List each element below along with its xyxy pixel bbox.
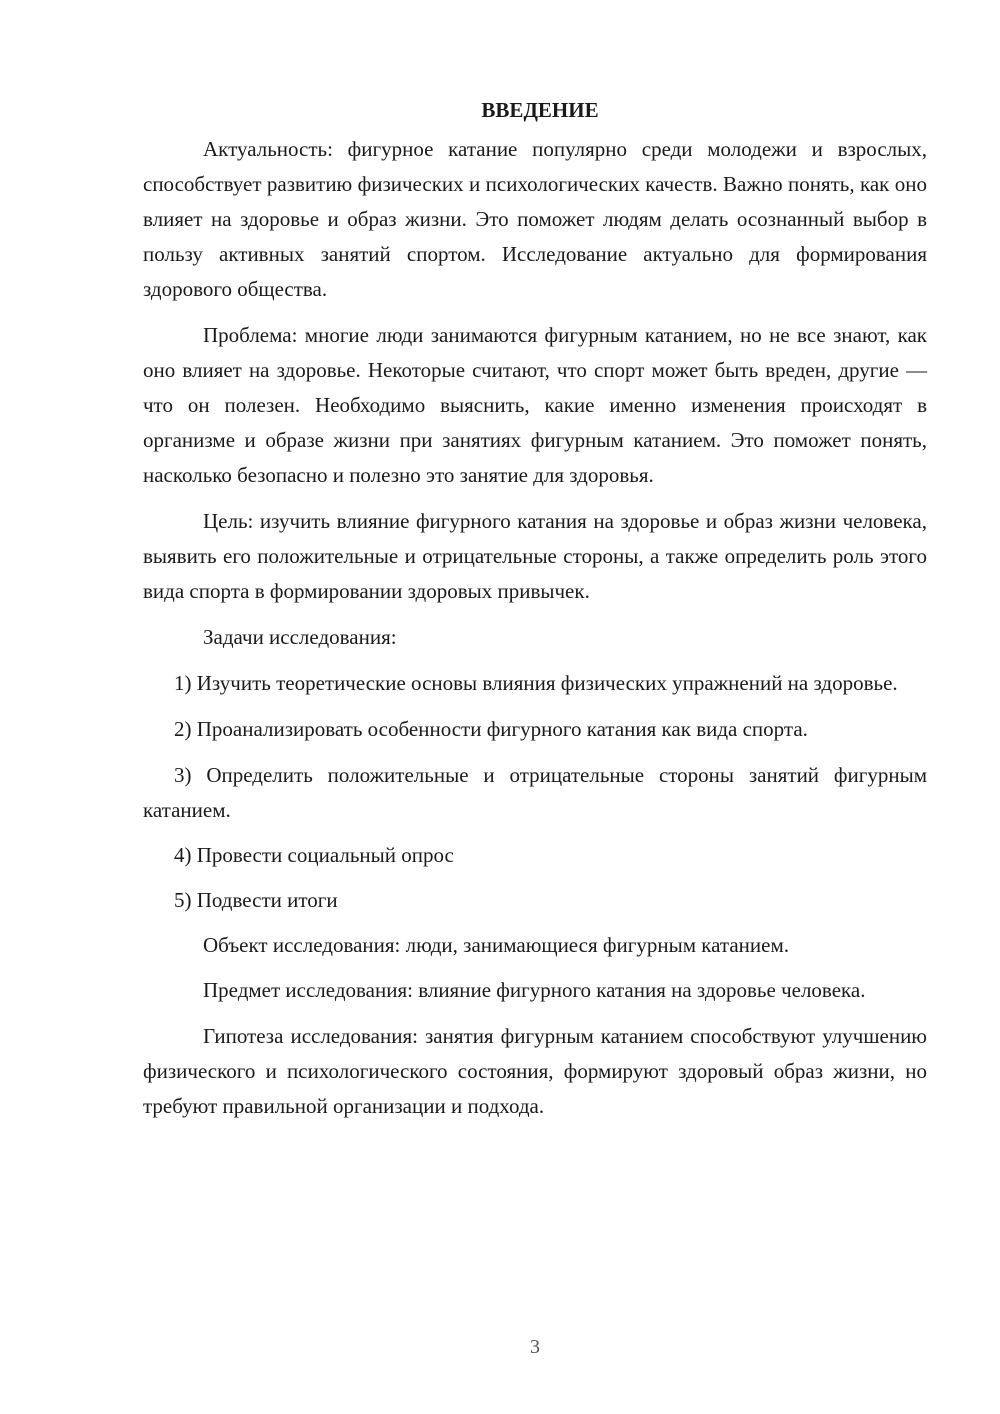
relevance-paragraph: Актуальность: фигурное катание популярно среди молодежи и взрослых, способствует развитию физических и психологических качеств. Важно понять, как оно влияет на здоровье и образ жизни. Это поможет людям делать осознанный выбор в пользу активных занятий спортом. Исследование актуально для формирования здорового общества.	[143, 137, 927, 301]
task-item: 1) Изучить теоретические основы влияния физических упражнений на здоровье.	[174, 671, 898, 695]
tasks-heading: Задачи исследования:	[203, 625, 397, 649]
document-page	[143, 88, 927, 1124]
hypothesis-paragraph: Гипотеза исследования: занятия фигурным катанием способствуют улучшению физического и психологического состояния, формируют здоровый образ жизни, но требуют правильной организации и подхода.	[143, 1024, 927, 1118]
task-item: 2) Проанализировать особенности фигурного катания как вида спорта.	[174, 717, 808, 741]
page-number: 3	[530, 1336, 540, 1358]
object-paragraph: Объект исследования: люди, занимающиеся фигурным катанием.	[203, 933, 789, 957]
task-item: 3) Определить положительные и отрицательные стороны занятий фигурным катанием.	[143, 763, 927, 822]
task-item: 4) Провести социальный опрос	[174, 843, 454, 867]
problem-paragraph: Проблема: многие люди занимаются фигурным катанием, но не все знают, как оно влияет на здоровье. Некоторые считают, что спорт может быть вреден, другие — что он полезен. Необходимо выяснить, какие именно изменения происходят в организме и образе жизни при занятиях фигурным катанием. Это поможет понять, насколько безопасно и полезно это занятие для здоровья.	[143, 323, 927, 487]
task-item: 5) Подвести итоги	[174, 888, 338, 912]
goal-paragraph: Цель: изучить влияние фигурного катания на здоровье и образ жизни человека, выявить его положительные и отрицательные стороны, а также определить роль этого вида спорта в формировании здоровых привычек.	[143, 509, 927, 603]
section-heading: ВВЕДЕНИЕ	[481, 98, 599, 122]
subject-paragraph: Предмет исследования: влияние фигурного катания на здоровье человека.	[203, 978, 866, 1002]
